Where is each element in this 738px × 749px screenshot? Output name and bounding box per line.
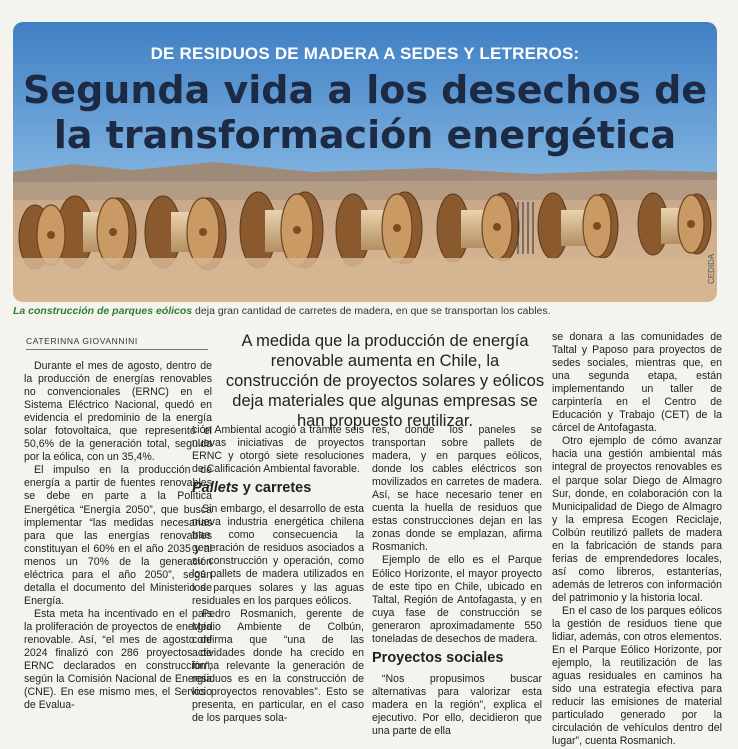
article-column-3 <box>372 424 542 738</box>
author-byline: CATERINNA GIOVANNINI <box>26 336 138 346</box>
headline-line-1: Segunda vida a los desechos de <box>22 68 708 112</box>
paragraph: Sin embargo, el desarrollo de esta nueva industria energética chilena trae como consecuencia la generación de residuos asociados a su construcción y operación, como los pallets de madera utilizados en los parques solares y las aguas residuales en los parques eólicos. <box>192 503 364 607</box>
paragraph: Durante el mes de agosto, dentro de la producción de energías renovables no convencionales (ERNC) en el Sistema Eléctrico Nacional, quedó en evidencia el predominio de la energía solar fotovoltaica, que representó el 50,6% de la generación total, seguida por la eólica, con un 35,4%. <box>24 360 212 464</box>
cable-reels-photo <box>13 22 717 302</box>
paragraph: ción Ambiental acogió a trámite seis nuevas iniciativas de proyectos ERNC y otorgó siete resoluciones de Calificación Ambiental favorable. <box>192 424 364 476</box>
paragraph: res, donde los paneles se transportan sobre pallets de madera, y en parques eólicos, donde los cables eléctricos son movilizados en carretes de madera. Así, se hace necesario tener en cuenta la huella de residuos que estas construcciones dejan en las zonas donde se emplazan, afirma Rosmanich. <box>372 424 542 554</box>
article-column-1 <box>24 360 212 712</box>
paragraph: Ejemplo de ello es el Parque Eólico Horizonte, el mayor proyecto de este tipo en Chile, ubicado en Taltal, Región de Antofagasta, y en cuya fase de construcción se generaron aproximadamente 550 toneladas de desechos de madera. <box>372 554 542 645</box>
caption-lead: La construcción de parques eólicos <box>13 305 193 317</box>
paragraph: “Nos propusimos buscar alternativas para valorizar esta madera en la región”, explica el ejecutivo. Por ello, decidieron que una parte de ella <box>372 672 542 738</box>
subheading-rest: y carretes <box>238 480 312 497</box>
caption-rest: deja gran cantidad de carretes de madera, en que se transportan los cables. <box>192 305 551 317</box>
article-column-2 <box>192 424 364 725</box>
photo-credit: CEDIDA <box>707 253 716 284</box>
paragraph: Esta meta ha incentivado en el país la proliferación de proyectos de energía renovable. Así, “el mes de agosto de 2024 finalizó con 286 proyectos de ERNC declarados en construcción”, según la Comisión Nacional de Energía (CNE). En ese mismo mes, el Servicio de Evalua- <box>24 607 212 712</box>
paragraph: se donara a las comunidades de Taltal y Paposo para proyectos de sedes sociales, mientras que, en una segunda etapa, están implementando un taller de carpintería en el Centro de Educación y Trabajo (CET) de la cárcel de Antofagasta. <box>552 331 722 435</box>
article-column-4 <box>552 331 722 749</box>
paragraph: Otro ejemplo de cómo avanzar hacia una gestión ambiental más integral de proyectos renovables es el parque solar Diego de Almagro Sur, donde, en colaboración con la Municipalidad de Diego de Almagro y la empresa Ecogen Reciclaje, Colbún reutilizó pallets de madera en la fabricación de stands para ferias de emprendedores locales, así como libreros, estanterías, además de letreros con información del patrimonio y la historia local. <box>552 435 722 604</box>
headline-line-2: la transformación energética <box>53 113 677 157</box>
photo-caption <box>13 305 723 317</box>
hero-photo <box>13 22 717 302</box>
subheading-pallets <box>192 482 364 495</box>
byline-divider <box>26 349 208 350</box>
headline-kicker: DE RESIDUOS DE MADERA A SEDES Y LETREROS: <box>150 44 580 63</box>
subheading-proyectos-sociales: Proyectos sociales <box>372 649 504 666</box>
subheading-italic: Pallets <box>192 480 239 497</box>
lead-paragraph: A medida que la producción de energía renovable aumenta en Chile, la construcción de proyectos solares y eólicos deja materiales que algunas empresas se han propuesto reutilizar. <box>225 332 545 430</box>
paragraph: El impulso en la producción de energía a partir de fuentes renovables se debe en parte a la Política Energética “Energía 2050”, que busca implementar “las medidas necesarias para que las energías renovables constituyan el 60% en el año 2035 y al menos un 70% de la generación eléctrica para el año 2050”, según detalla el documento del Ministerio de Energía. <box>24 464 212 607</box>
paragraph: Pedro Rosmanich, gerente de Medio Ambiente de Colbún, confirma que “una de las actividades donde ha crecido en forma relevante la generación de residuos es en la construcción de los proyectos renovables”. Esto se presenta, en particular, en el caso de los parques sola- <box>192 607 364 724</box>
page-title <box>13 68 717 158</box>
paragraph: En el caso de los parques eólicos la gestión de residuos tiene que lidiar, además, con otros elementos. En el Parque Eólico Horizonte, por ejemplo, la reutilización de las aguas residuales en caminos ha sido una estrategia efectiva para reducir las emisiones de material particulado generado por la circulación de vehículos dentro del lugar”, cuenta Rosmanich. <box>552 604 722 748</box>
